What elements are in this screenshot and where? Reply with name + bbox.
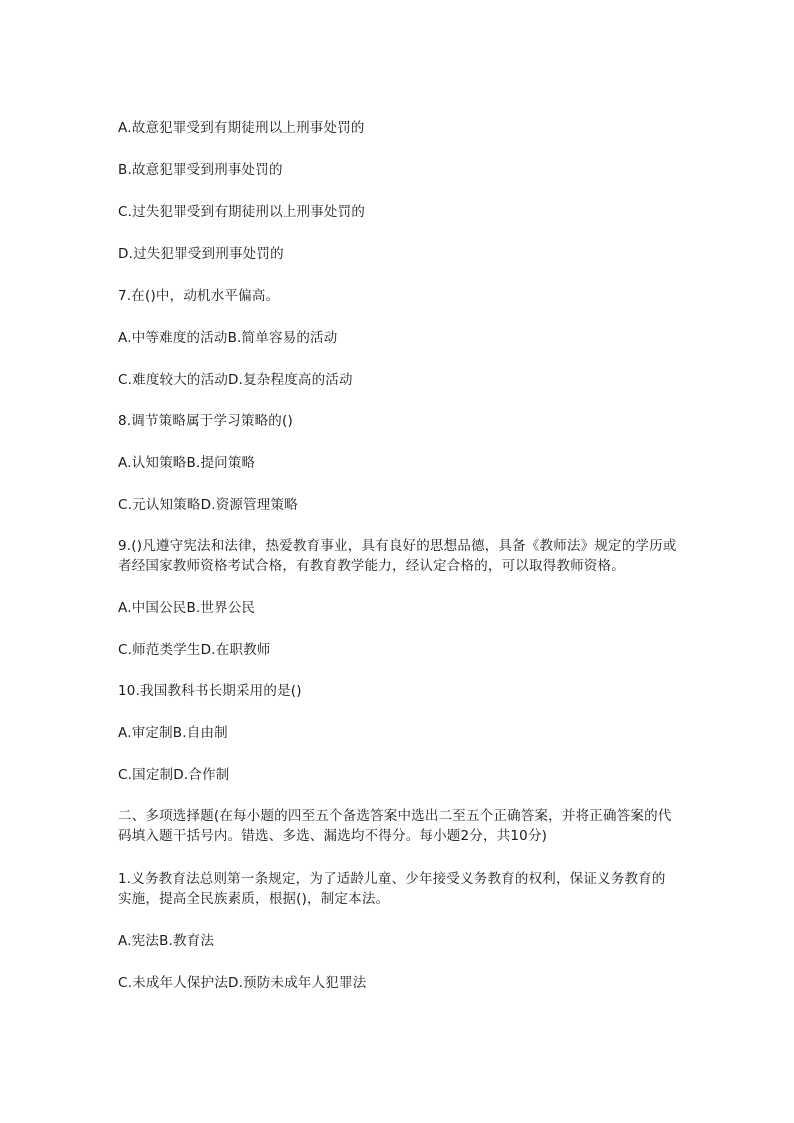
question-7: 7.在()中，动机水平偏高。 [118, 288, 280, 304]
question-8: 8.调节策略属于学习策略的() [118, 413, 293, 429]
options-ab-q7: A.中等难度的活动B.简单容易的活动 [118, 330, 338, 346]
options-cd-q10: C.国定制D.合作制 [118, 767, 230, 783]
options-cd-q7: C.难度较大的活动D.复杂程度高的活动 [118, 372, 353, 388]
options-cd-q9: C.师范类学生D.在职教师 [118, 642, 271, 658]
option-c-q6: C.过失犯罪受到有期徒刑以上刑事处罚的 [118, 204, 366, 220]
section-heading-multiple-choice: 二、多项选择题(在每小题的四至五个备选答案中选出二至五个正确答案，并将正确答案的代码填入题干括号内。错选、多选、漏选均不得分。每小题2分，共10分) [118, 808, 672, 844]
options-ab-q10: A.审定制B.自由制 [118, 725, 228, 741]
options-ab-q9: A.中国公民B.世界公民 [118, 600, 256, 616]
question-9: 9.()凡遵守宪法和法律，热爱教育事业，具有良好的思想品德，具备《教师法》规定的学历或者经国家教师资格考试合格，有教育教学能力，经认定合格的，可以取得教师资格。 [118, 538, 677, 574]
options-cd-q8: C.元认知策略D.资源管理策略 [118, 497, 298, 513]
option-b-q6: B.故意犯罪受到刑事处罚的 [118, 162, 283, 178]
option-d-q6: D.过失犯罪受到刑事处罚的 [118, 246, 284, 262]
option-a-q6: A.故意犯罪受到有期徒刑以上刑事处罚的 [118, 120, 365, 136]
options-ab-q8: A.认知策略B.提问策略 [118, 455, 256, 471]
question-multi-1: 1.义务教育法总则第一条规定，为了适龄儿童、少年接受义务教育的权利，保证义务教育的实施，提高全民族素质，根据()，制定本法。 [118, 871, 666, 907]
question-10: 10.我国教科书长期采用的是() [118, 683, 302, 699]
options-ab-multi-1: A.宪法B.教育法 [118, 933, 215, 949]
options-cd-multi-1: C.未成年人保护法D.预防未成年人犯罪法 [118, 975, 367, 991]
